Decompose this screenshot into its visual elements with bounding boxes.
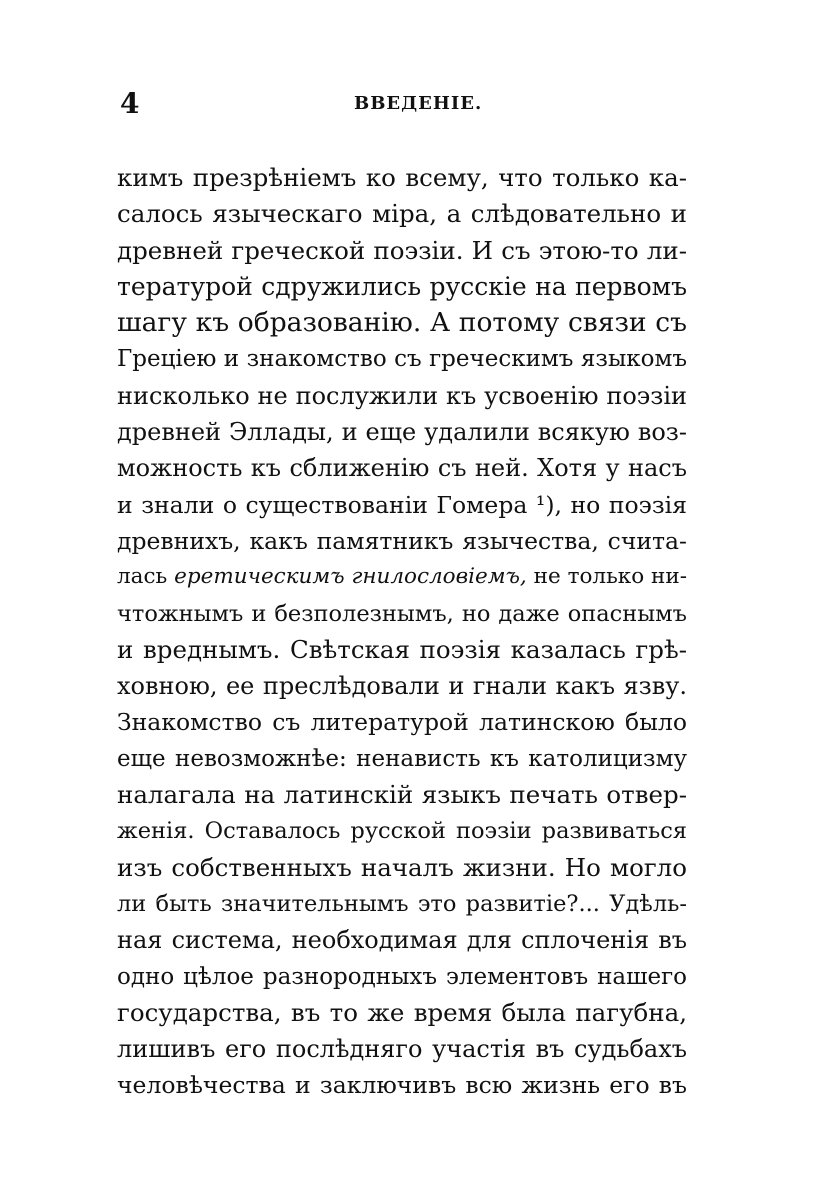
italic-phrase: еретическимъ гнилословіемъ,	[174, 564, 527, 590]
running-head: ВВЕДЕНІЕ.	[354, 93, 483, 114]
page-number: 4	[120, 87, 140, 120]
text-line: ная система, необходимая для сплоченія въ	[117, 926, 687, 955]
text-line: Греціею и знакомство съ греческимъ языкомъ	[117, 346, 687, 373]
text-line: лишивъ его послѣдняго участія въ судьбахъ	[117, 1035, 687, 1064]
text-line: ховною, ее преслѣдовали и гнали какъ язву.	[117, 672, 687, 701]
text-line: налагала на латинскій языкъ печать отвер-	[117, 780, 687, 810]
text-line: и знали о существованіи Гомера ¹), но поэзія	[117, 490, 687, 519]
text-line-with-italic	[117, 559, 687, 595]
text-line: еще невозможнѣе: ненависть къ католицизму	[117, 745, 687, 772]
text-line: одно цѣлое разнородныхъ элементовъ нашего	[117, 963, 687, 990]
text-line: и вреднымъ. Свѣтская поэзія казалась грѣ-	[117, 634, 687, 664]
text-line: чтожнымъ и безполезнымъ, но даже опаснымъ	[117, 600, 687, 627]
text-line: нисколько не послужили къ усвоенію поэзіи	[117, 381, 687, 410]
text-line: древней Эллады, и еще удалили всякую воз-	[117, 418, 687, 447]
text-line: человѣчества и заключивъ всю жизнь его въ	[117, 1071, 687, 1100]
text-line: государства, въ то же время была пагубна,	[117, 997, 687, 1027]
text-line: можность къ сближенію съ ней. Хотя у насъ	[117, 454, 687, 483]
body-text	[117, 160, 687, 1104]
text-line: шагу къ образованію. А потому связи съ	[117, 307, 687, 339]
line-text-after: не только ни-	[526, 564, 687, 590]
text-line: изъ собственныхъ началъ жизни. Но могло	[117, 852, 687, 882]
text-line: женія. Оставалось русской поэзіи развиваться	[117, 818, 687, 845]
text-line: кимъ презрѣніемъ ко всему, что только ка-	[117, 163, 687, 192]
text-line: салось языческаго міра, а слѣдовательно и	[117, 199, 687, 229]
text-line: древнихъ, какъ памятникъ язычества, счита-	[117, 526, 687, 555]
text-line: тературой сдружились русскіе на первомъ	[117, 271, 687, 301]
line-text-before: лась	[117, 564, 175, 590]
text-line: древней греческой поэзіи. И съ этою-то ли-	[117, 235, 687, 265]
text-line: Знакомство съ литературой латинскою было	[117, 708, 687, 737]
text-line: ли быть значительнымъ это развитіе?... Удѣль-	[117, 890, 687, 917]
